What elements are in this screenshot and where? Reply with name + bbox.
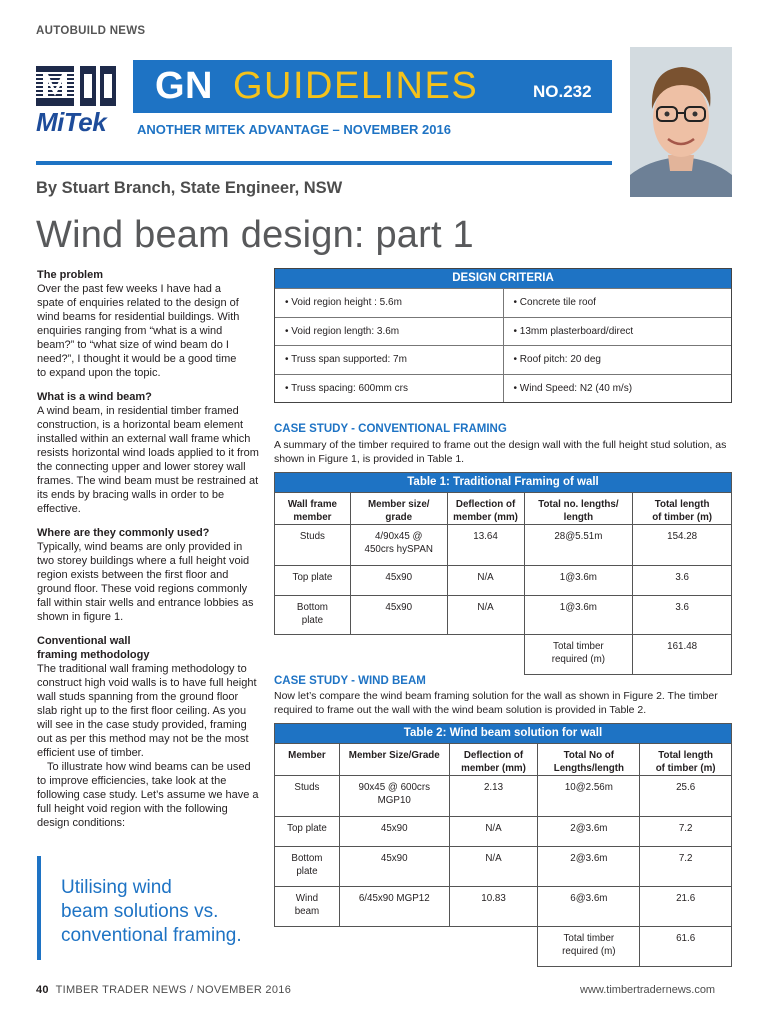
logo-wordmark: MiTek <box>36 107 107 137</box>
header-divider <box>36 161 612 165</box>
table-cell: Studs <box>275 776 340 817</box>
table-cell: 6@3.6m <box>538 887 640 927</box>
author-portrait-icon <box>630 47 732 197</box>
criteria-item: • Truss spacing: 600mm crs <box>285 382 408 394</box>
table-row <box>275 817 732 847</box>
column-header: Total no. lengths/ length <box>524 493 633 525</box>
publication-name: TIMBER TRADER NEWS / NOVEMBER 2016 <box>55 984 292 996</box>
table-total-row <box>275 635 732 675</box>
page-title: Wind beam design: part 1 <box>36 214 474 256</box>
footer-publication <box>36 984 291 996</box>
banner-subtitle: ANOTHER MITEK ADVANTAGE – NOVEMBER 2016 <box>137 122 451 137</box>
table-cell: 45x90 <box>339 817 449 847</box>
pull-quote-line-1: Utilising wind <box>61 877 172 898</box>
table-cell: 25.6 <box>640 776 732 817</box>
case-study-1-heading: CASE STUDY - CONVENTIONAL FRAMING <box>274 423 507 435</box>
case-study-2-heading: CASE STUDY - WIND BEAM <box>274 675 426 687</box>
total-label: Total timber required (m) <box>524 635 633 675</box>
criteria-item: • 13mm plasterboard/direct <box>503 318 732 346</box>
author-photo <box>630 47 732 197</box>
table-1-title: Table 1: Traditional Framing of wall <box>275 473 732 493</box>
table-cell: 2@3.6m <box>538 847 640 887</box>
table-cell: 1@3.6m <box>524 596 633 635</box>
column-header: Member <box>275 744 340 776</box>
criteria-item: • Truss span supported: 7m <box>285 354 407 365</box>
paragraph-where: Typically, wind beams are only provided in two storey buildings where a full height void region exists between the first floor and ground floor. These void regions commonly fall within stair wells and entrance lobbies as shown in figure 1. <box>37 541 254 623</box>
banner-number: NO.232 <box>533 82 592 101</box>
table-cell: 4/90x45 @ 450crs hySPAN <box>350 525 447 566</box>
total-label: Total timber required (m) <box>538 927 640 967</box>
criteria-item: • Wind Speed: N2 (40 m/s) <box>503 375 732 403</box>
table-cell: 45x90 <box>350 566 447 596</box>
table-cell: N/A <box>447 596 524 635</box>
column-header: Total No of Lengths/length <box>538 744 640 776</box>
guidelines-banner <box>133 60 612 113</box>
table-cell: Bottom plate <box>275 596 351 635</box>
table-row <box>275 566 732 596</box>
total-value: 161.48 <box>633 635 732 675</box>
table-row <box>275 887 732 927</box>
table-cell: 45x90 <box>350 596 447 635</box>
table-cell: Wind beam <box>275 887 340 927</box>
criteria-item: • Void region height : 5.6m <box>285 297 402 308</box>
table-cell: Studs <box>275 525 351 566</box>
table-cell: 3.6 <box>633 566 732 596</box>
table-cell: N/A <box>449 817 538 847</box>
table-cell: 90x45 @ 600crs MGP10 <box>339 776 449 817</box>
empty-cell <box>447 635 524 675</box>
case-study-1-intro: A summary of the timber required to frame out the design wall with the full height stud solution, as shown in Figure 1, is provided in Table 1. <box>274 439 727 465</box>
column-header: Deflection of member (mm) <box>447 493 524 525</box>
empty-cell <box>350 635 447 675</box>
paragraph-illustrate: To illustrate how wind beams can be used to improve efficiencies, take look at the following case study. Let’s assume we have a full height void region with the following design conditions: <box>37 761 259 829</box>
table-cell: 7.2 <box>640 847 732 887</box>
heading-where-used: Where are they commonly used? <box>37 527 210 539</box>
table-2-title: Table 2: Wind beam solution for wall <box>275 724 732 744</box>
mitek-logo <box>36 64 122 136</box>
empty-cell <box>275 635 351 675</box>
column-header: Total length of timber (m) <box>633 493 732 525</box>
table-cell: 2.13 <box>449 776 538 817</box>
criteria-row <box>275 345 731 374</box>
paragraph-what: A wind beam, in residential timber framed construction, is a horizontal beam element installed within an external wall frame which resists horizontal wind loads applied to it from the connecting upper and lower storey wall frames. The wind beam must be restrained at its ends by bracing walls in order to be effective. <box>37 405 259 515</box>
table-cell: 3.6 <box>633 596 732 635</box>
criteria-row <box>275 288 731 317</box>
paragraph-problem: Over the past few weeks I have had a spate of enquiries related to the design of wind beams for residential buildings. With enquiries ranging from “what is a wind beam?” to “what size of wind beam do I need?”, I thought it would be a good time to expand upon the topic. <box>37 283 240 379</box>
column-header: Member size/ grade <box>350 493 447 525</box>
table-cell: 13.64 <box>447 525 524 566</box>
design-criteria-title: DESIGN CRITERIA <box>275 269 731 288</box>
table-cell: 10@2.56m <box>538 776 640 817</box>
table-row <box>275 525 732 566</box>
table-cell: Top plate <box>275 566 351 596</box>
footer-url: www.timbertradernews.com <box>580 984 716 996</box>
table-wind-beam-solution <box>274 723 732 967</box>
table-traditional-framing <box>274 472 732 675</box>
body-left-column <box>37 268 259 840</box>
heading-conventional-1: Conventional wall <box>37 635 131 647</box>
table-cell: N/A <box>447 566 524 596</box>
column-header: Member Size/Grade <box>339 744 449 776</box>
table-cell: 6/45x90 MGP12 <box>339 887 449 927</box>
design-criteria-box <box>274 268 732 403</box>
table-cell: 1@3.6m <box>524 566 633 596</box>
table-header-row <box>275 493 732 525</box>
table-cell: 7.2 <box>640 817 732 847</box>
table-cell: 21.6 <box>640 887 732 927</box>
total-value: 61.6 <box>640 927 732 967</box>
table-cell: 28@5.51m <box>524 525 633 566</box>
column-header: Deflection of member (mm) <box>449 744 538 776</box>
table-cell: 154.28 <box>633 525 732 566</box>
table-cell: 10.83 <box>449 887 538 927</box>
table-row <box>275 596 732 635</box>
pull-quote-line-2: beam solutions vs. <box>61 901 219 922</box>
table-cell: 45x90 <box>339 847 449 887</box>
heading-what-is-wind-beam: What is a wind beam? <box>37 391 152 403</box>
pull-quote <box>37 856 259 960</box>
mii-logo-icon <box>36 64 120 108</box>
table-total-row <box>275 927 732 967</box>
table-cell: Bottom plate <box>275 847 340 887</box>
criteria-item: • Roof pitch: 20 deg <box>503 346 732 374</box>
heading-conventional-2: framing methodology <box>37 649 150 661</box>
case-study-2-intro: Now let’s compare the wind beam framing solution for the wall as shown in Figure 2. The timber required to frame out the wall with the wind beam solution is provided in Table 2. <box>274 690 718 716</box>
column-header: Wall frame member <box>275 493 351 525</box>
byline: By Stuart Branch, State Engineer, NSW <box>36 179 343 197</box>
banner-gn: GN <box>155 65 213 107</box>
column-header: Total length of timber (m) <box>640 744 732 776</box>
section-tag: AUTOBUILD NEWS <box>36 25 146 37</box>
table-cell: 2@3.6m <box>538 817 640 847</box>
empty-cell <box>449 927 538 967</box>
table-header-row <box>275 744 732 776</box>
empty-cell <box>339 927 449 967</box>
heading-the-problem: The problem <box>37 269 104 281</box>
banner-guidelines: GUIDELINES <box>233 65 479 107</box>
pull-quote-line-3: conventional framing. <box>61 925 242 946</box>
criteria-item: • Void region length: 3.6m <box>285 325 400 337</box>
criteria-item: • Concrete tile roof <box>503 289 732 317</box>
paragraph-conventional: The traditional wall framing methodology to construct high void walls is to have full height wall studs spanning from the ground floor slab right up to the first floor ceiling. As you will see in the case study provided, framing out as per this method may not be the most efficient use of timber. <box>37 663 257 759</box>
page-number: 40 <box>36 984 49 996</box>
table-cell: N/A <box>449 847 538 887</box>
empty-cell <box>275 927 340 967</box>
criteria-row <box>275 317 731 346</box>
table-row <box>275 847 732 887</box>
table-cell: Top plate <box>275 817 340 847</box>
criteria-row <box>275 374 731 403</box>
table-row <box>275 776 732 817</box>
